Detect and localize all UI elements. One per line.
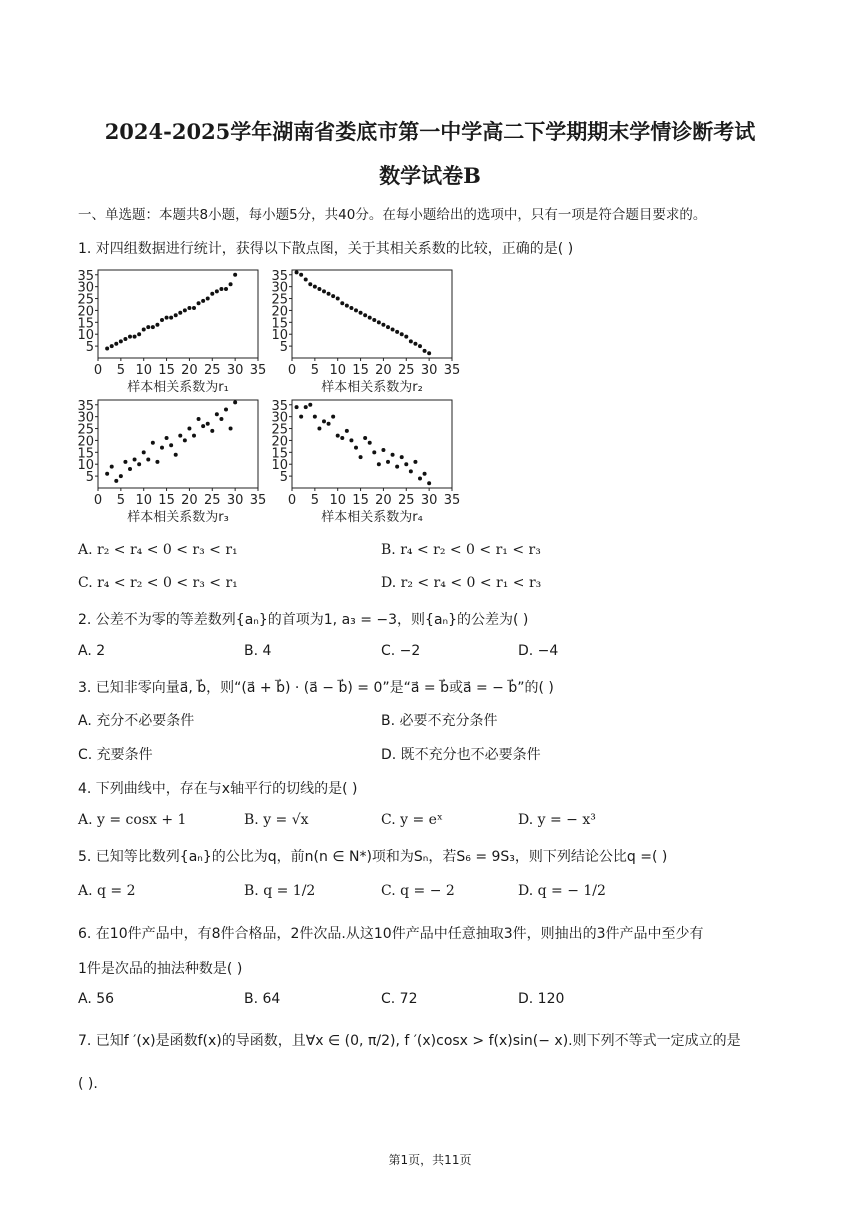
- x-axis-label: 样本相关系数为r₁: [127, 380, 229, 394]
- x-tick-label: 20: [375, 363, 392, 378]
- q1-option-b: B. r₄ < r₂ < 0 < r₁ < r₃: [381, 542, 541, 558]
- scatter-point: [418, 344, 422, 348]
- scatter-point: [308, 403, 312, 407]
- scatter-point: [123, 337, 127, 341]
- x-tick-label: 30: [226, 363, 244, 378]
- scatter-point: [165, 436, 169, 440]
- scatter-point: [123, 460, 127, 464]
- scatter-point: [110, 465, 114, 469]
- scatter-point: [381, 323, 385, 327]
- q4-option-d: D. y = − x³: [518, 812, 596, 828]
- y-tick-label: 15: [77, 316, 94, 332]
- x-tick-label: 35: [443, 363, 461, 378]
- scatter-point: [128, 335, 132, 339]
- scatter-point: [233, 400, 237, 404]
- scatter-point: [409, 469, 413, 473]
- y-tick-label: 10: [77, 458, 94, 474]
- scatter-point: [404, 335, 408, 339]
- scatter-point: [372, 318, 376, 322]
- scatter-point: [178, 311, 182, 315]
- exam-title-line1: 2024-2025学年湖南省娄底市第一中学高二下学期期末学情诊断考试: [104, 119, 756, 144]
- x-tick-label: 20: [181, 363, 198, 378]
- scatter-point: [169, 443, 173, 447]
- question-7-text-line2: ( ).: [78, 1076, 98, 1092]
- scatter-point: [151, 441, 155, 445]
- scatter-point: [110, 344, 114, 348]
- scatter-point: [363, 313, 367, 317]
- scatter-point: [336, 297, 340, 301]
- scatter-point: [304, 278, 308, 282]
- scatter-point: [400, 455, 404, 459]
- scatter-point: [345, 304, 349, 308]
- x-tick-label: 0: [93, 493, 103, 508]
- scatter-point: [427, 481, 431, 485]
- scatter-point: [413, 460, 417, 464]
- q3-option-b: B. 必要不充分条件: [381, 713, 498, 729]
- q5-option-c: C. q = − 2: [381, 883, 455, 899]
- page-footer: 第1页，共11页: [388, 1153, 472, 1167]
- y-tick-label: 35: [271, 268, 288, 284]
- scatter-point: [381, 448, 385, 452]
- q6-option-b: B. 64: [244, 991, 281, 1007]
- scatter-point: [160, 446, 164, 450]
- scatter-point: [229, 282, 233, 286]
- scatter-point: [119, 339, 123, 343]
- x-tick-label: 25: [204, 493, 221, 508]
- scatter-point: [295, 270, 299, 274]
- scatter-point: [224, 287, 228, 291]
- y-tick-label: 25: [77, 292, 94, 308]
- question-3-text: 3. 已知非零向量a⃗, b⃗，则“(a⃗ + b⃗) · (a⃗ − b⃗) = 0”是“a⃗ = b⃗或a⃗ = − b⃗”的( ): [78, 680, 554, 696]
- y-tick-label: 15: [77, 446, 94, 462]
- scatter-point: [146, 457, 150, 461]
- q3-option-c: C. 充要条件: [78, 747, 153, 763]
- scatter-point: [105, 346, 109, 350]
- scatter-point: [400, 332, 404, 336]
- x-tick-label: 15: [158, 493, 175, 508]
- scatter-point: [359, 311, 363, 315]
- scatter-point: [331, 415, 335, 419]
- scatter-point: [128, 467, 132, 471]
- scatter-point: [354, 446, 358, 450]
- scatter-point: [197, 417, 201, 421]
- scatter-point: [313, 415, 317, 419]
- plot-frame: [292, 270, 452, 358]
- scatter-point: [160, 318, 164, 322]
- scatter-point: [187, 427, 191, 431]
- scatter-point: [404, 462, 408, 466]
- scatter-plot-r1: [70, 266, 270, 398]
- scatter-point: [377, 462, 381, 466]
- scatter-point: [114, 342, 118, 346]
- x-tick-label: 10: [329, 493, 346, 508]
- scatter-point: [192, 434, 196, 438]
- scatter-point: [142, 327, 146, 331]
- scatter-point: [322, 289, 326, 293]
- x-tick-label: 25: [398, 493, 415, 508]
- q5-option-d: D. q = − 1/2: [518, 883, 606, 899]
- y-tick-label: 20: [271, 304, 288, 320]
- x-tick-label: 10: [135, 493, 152, 508]
- scatter-point: [409, 339, 413, 343]
- scatter-point: [322, 419, 326, 423]
- x-tick-label: 30: [226, 493, 244, 508]
- section-heading: 一、单选题：本题共8小题，每小题5分，共40分。在每小题给出的选项中，只有一项是符合题目要求的。: [78, 207, 707, 223]
- question-6-text-line2: 1件是次品的抽法种数是( ): [78, 961, 243, 977]
- scatter-point: [224, 408, 228, 412]
- scatter-point: [178, 434, 182, 438]
- scatter-point: [372, 450, 376, 454]
- scatter-plot-r3: [70, 396, 270, 528]
- y-tick-label: 30: [77, 280, 94, 296]
- scatter-plot-r2: [264, 266, 464, 398]
- scatter-point: [183, 308, 187, 312]
- scatter-point: [354, 308, 358, 312]
- x-tick-label: 10: [329, 363, 346, 378]
- y-tick-label: 5: [85, 470, 94, 486]
- x-tick-label: 30: [420, 363, 438, 378]
- scatter-point: [133, 457, 137, 461]
- scatter-point: [299, 273, 303, 277]
- q4-option-b: B. y = √x: [244, 812, 309, 828]
- exam-title-line2: 数学试卷B: [379, 163, 481, 188]
- scatter-point: [386, 325, 390, 329]
- scatter-point: [340, 436, 344, 440]
- y-tick-label: 5: [279, 470, 288, 486]
- x-tick-label: 20: [181, 493, 198, 508]
- x-tick-label: 15: [352, 363, 369, 378]
- q3-option-d: D. 既不充分也不必要条件: [381, 747, 541, 763]
- scatter-point: [304, 405, 308, 409]
- plot-frame: [98, 270, 258, 358]
- x-tick-label: 25: [204, 363, 221, 378]
- question-4-text: 4. 下列曲线中，存在与x轴平行的切线的是( ): [78, 781, 358, 797]
- q6-option-d: D. 120: [518, 991, 565, 1007]
- question-1-text: 1. 对四组数据进行统计，获得以下散点图，关于其相关系数的比较，正确的是( ): [78, 241, 574, 257]
- scatter-point: [299, 415, 303, 419]
- scatter-point: [201, 299, 205, 303]
- q2-option-a: A. 2: [78, 643, 106, 659]
- scatter-point: [336, 434, 340, 438]
- y-tick-label: 35: [77, 268, 94, 284]
- scatter-point: [349, 306, 353, 310]
- x-tick-label: 15: [352, 493, 369, 508]
- q6-option-c: C. 72: [381, 991, 418, 1007]
- scatter-point: [169, 316, 173, 320]
- scatter-point: [368, 316, 372, 320]
- scatter-point: [114, 479, 118, 483]
- scatter-point: [215, 412, 219, 416]
- scatter-point: [187, 306, 191, 310]
- q2-option-c: C. −2: [381, 643, 421, 659]
- q1-option-a: A. r₂ < r₄ < 0 < r₃ < r₁: [78, 542, 238, 558]
- x-axis-label: 样本相关系数为r₄: [321, 510, 423, 524]
- scatter-point: [183, 438, 187, 442]
- q2-option-b: B. 4: [244, 643, 272, 659]
- x-tick-label: 0: [287, 363, 297, 378]
- scatter-point: [317, 427, 321, 431]
- q4-option-a: A. y = cosx + 1: [78, 812, 187, 828]
- x-tick-label: 35: [249, 493, 267, 508]
- scatter-point: [317, 287, 321, 291]
- x-axis-label: 样本相关系数为r₂: [321, 380, 423, 394]
- scatter-point: [327, 292, 331, 296]
- y-tick-label: 35: [77, 398, 94, 414]
- x-tick-label: 35: [249, 363, 267, 378]
- x-tick-label: 5: [310, 493, 319, 508]
- scatter-point: [423, 349, 427, 353]
- scatter-point: [386, 460, 390, 464]
- y-tick-label: 15: [271, 316, 288, 332]
- y-tick-label: 25: [271, 422, 288, 438]
- scatter-point: [119, 474, 123, 478]
- scatter-point: [210, 292, 214, 296]
- scatter-point: [340, 301, 344, 305]
- x-tick-label: 20: [375, 493, 392, 508]
- x-tick-label: 5: [116, 493, 125, 508]
- x-tick-label: 0: [93, 363, 103, 378]
- y-tick-label: 20: [77, 434, 94, 450]
- x-tick-label: 35: [443, 493, 461, 508]
- scatter-point: [295, 405, 299, 409]
- scatter-point: [345, 429, 349, 433]
- scatter-point: [377, 320, 381, 324]
- scatter-point: [165, 316, 169, 320]
- scatter-point: [308, 282, 312, 286]
- scatter-point: [359, 455, 363, 459]
- scatter-point: [427, 351, 431, 355]
- scatter-point: [206, 297, 210, 301]
- y-tick-label: 30: [77, 410, 94, 426]
- y-tick-label: 20: [77, 304, 94, 320]
- scatter-point: [363, 436, 367, 440]
- scatter-point: [395, 465, 399, 469]
- y-tick-label: 5: [279, 340, 288, 356]
- y-tick-label: 30: [271, 280, 288, 296]
- scatter-point: [331, 294, 335, 298]
- y-tick-label: 25: [77, 422, 94, 438]
- y-tick-label: 5: [85, 340, 94, 356]
- scatter-point: [233, 273, 237, 277]
- scatter-point: [155, 323, 159, 327]
- scatter-point: [137, 332, 141, 336]
- scatter-point: [413, 342, 417, 346]
- plot-frame: [292, 400, 452, 488]
- y-tick-label: 10: [271, 458, 288, 474]
- scatter-point: [197, 301, 201, 305]
- scatter-point: [210, 429, 214, 433]
- q1-option-d: D. r₂ < r₄ < 0 < r₁ < r₃: [381, 575, 542, 591]
- scatter-point: [219, 417, 223, 421]
- y-tick-label: 25: [271, 292, 288, 308]
- scatter-point: [137, 462, 141, 466]
- question-2-text: 2. 公差不为零的等差数列{aₙ}的首项为1, a₃ = −3，则{aₙ}的公差为( ): [78, 612, 529, 628]
- scatter-point: [423, 472, 427, 476]
- x-tick-label: 0: [287, 493, 297, 508]
- scatter-point: [215, 289, 219, 293]
- scatter-point: [155, 460, 159, 464]
- scatter-point: [192, 306, 196, 310]
- scatter-point: [151, 325, 155, 329]
- q1-option-c: C. r₄ < r₂ < 0 < r₃ < r₁: [78, 575, 238, 591]
- scatter-point: [313, 285, 317, 289]
- question-6-text-line1: 6. 在10件产品中，有8件合格品，2件次品.从这10件产品中任意抽取3件，则抽出的3件产品中至少有: [78, 926, 704, 942]
- y-tick-label: 35: [271, 398, 288, 414]
- y-tick-label: 10: [271, 328, 288, 344]
- x-tick-label: 5: [116, 363, 125, 378]
- scatter-point: [395, 330, 399, 334]
- q6-option-a: A. 56: [78, 991, 115, 1007]
- scatter-point: [418, 476, 422, 480]
- y-tick-label: 15: [271, 446, 288, 462]
- x-axis-label: 样本相关系数为r₃: [127, 510, 229, 524]
- scatter-point: [105, 472, 109, 476]
- y-tick-label: 10: [77, 328, 94, 344]
- scatter-point: [133, 335, 137, 339]
- scatter-point: [206, 422, 210, 426]
- question-7-text-line1: 7. 已知f ′(x)是函数f(x)的导函数，且∀x ∈ (0, π/2), f ′(x)cosx > f(x)sin(− x).则下列不等式一定成立的是: [78, 1033, 741, 1049]
- x-tick-label: 5: [310, 363, 319, 378]
- q3-option-a: A. 充分不必要条件: [78, 713, 195, 729]
- scatter-point: [229, 427, 233, 431]
- scatter-point: [391, 327, 395, 331]
- x-tick-label: 15: [158, 363, 175, 378]
- scatter-point: [219, 287, 223, 291]
- x-tick-label: 30: [420, 493, 438, 508]
- x-tick-label: 25: [398, 363, 415, 378]
- scatter-point: [146, 325, 150, 329]
- q4-option-c: C. y = eˣ: [381, 812, 443, 828]
- question-5-text: 5. 已知等比数列{aₙ}的公比为q，前n(n ∈ N*)项和为Sₙ，若S₆ = 9S₃，则下列结论公比q =( ): [78, 849, 668, 865]
- y-tick-label: 20: [271, 434, 288, 450]
- y-tick-label: 30: [271, 410, 288, 426]
- scatter-point: [368, 441, 372, 445]
- scatter-point: [174, 453, 178, 457]
- scatter-point: [349, 438, 353, 442]
- scatter-plot-r4: [264, 396, 464, 528]
- scatter-point: [174, 313, 178, 317]
- scatter-point: [391, 453, 395, 457]
- scatter-point: [142, 450, 146, 454]
- scatter-point: [327, 422, 331, 426]
- scatter-point: [201, 424, 205, 428]
- q5-option-a: A. q = 2: [78, 883, 136, 899]
- q2-option-d: D. −4: [518, 643, 559, 659]
- x-tick-label: 10: [135, 363, 152, 378]
- q5-option-b: B. q = 1/2: [244, 883, 316, 899]
